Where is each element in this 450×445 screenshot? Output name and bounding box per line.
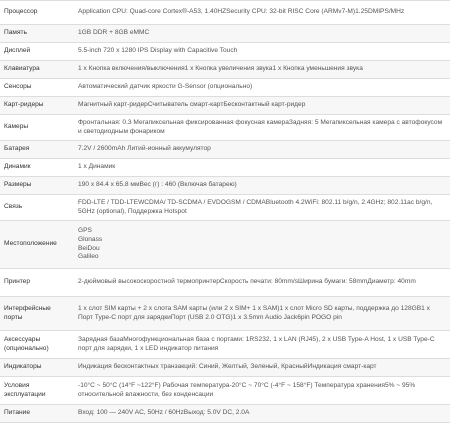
spec-label: Процессор — [0, 1, 74, 25]
spec-label: Батарея — [0, 141, 74, 159]
spec-value: 1 x Динамик — [74, 159, 450, 177]
spec-row — [0, 1, 450, 25]
spec-value: 1GB DDR + 8GB eMMC — [74, 25, 450, 43]
spec-row — [0, 141, 450, 159]
spec-value: 5.5-inch 720 x 1280 IPS Display with Capacitive Touch — [74, 43, 450, 61]
spec-value: Вход: 100 — 240V AC, 50Hz / 60HzВыход: 5.0V DC, 2.0A — [74, 405, 450, 423]
location-item: Glonass — [78, 235, 103, 243]
spec-label: Дисплей — [0, 43, 74, 61]
location-item: Galileo — [78, 253, 99, 261]
spec-label: Динамик — [0, 159, 74, 177]
spec-row — [0, 177, 450, 195]
spec-value: 1 x слот SIM карты + 2 x слота SAM карты (или 2 x SIM+ 1 x SAM)1 x слот Micro SD карты, поддержка до 128GB1 x Порт Type-C порт для зарядкиПорт (USB 2.0 OTG)1 x 3.5mm Audio Jack6pin POGO pin — [74, 297, 450, 331]
spec-value: FDD-LTE / TDD-LTEWCDMA/ TD-SCDMA / EVDOGSM / CDMABluetooth 4.2WiFi: 802.11 b/g/n, 2.4GHz; 802.11ac b/g/n, 5GHz (optional), Поддержка Hotspot — [74, 195, 450, 221]
spec-row — [0, 159, 450, 177]
location-list — [74, 221, 450, 269]
spec-label: Память — [0, 25, 74, 43]
spec-row — [0, 405, 450, 423]
spec-label: Аксессуары (опционально) — [0, 331, 74, 359]
spec-row — [0, 97, 450, 115]
spec-value: Фронтальная: 0.3 Мегапиксельная фиксированная фокусная камераЗадняя: 5 Мегапиксельная камера с автофокусом и светодиодным фонариком — [74, 115, 450, 141]
spec-label: Сенсоры — [0, 79, 74, 97]
spec-row — [0, 79, 450, 97]
spec-label: Интерфейсные порты — [0, 297, 74, 331]
spec-row — [0, 61, 450, 79]
spec-row — [0, 25, 450, 43]
spec-label: Размеры — [0, 177, 74, 195]
spec-value: 1 x Кнопка включения/выключения1 x Кнопка увеличения звука1 x Кнопка уменьшения звука — [74, 61, 450, 79]
spec-value: Зарядная базаМногофункциональная база с портами: 1RS232, 1 x LAN (RJ45), 2 x USB Type-A Host, 1 x USB Type-C порт для зарядки, 1 x LED индикатор питания — [74, 331, 450, 359]
spec-label: Клавиатура — [0, 61, 74, 79]
spec-value: Индикация бесконтактных транзакций: Синий, Желтый, Зеленый, КрасныйИндикация смарт-карт — [74, 359, 450, 377]
spec-label: Индикаторы — [0, 359, 74, 377]
spec-row — [0, 195, 450, 221]
spec-row — [0, 269, 450, 297]
spec-value: 2-дюймовый высокоскоростной термопринтерСкорость печати: 80mm/sШирина бумаги: 58mmДиаметр: 40mm — [74, 269, 450, 297]
spec-label: Местоположение — [0, 221, 74, 269]
spec-row — [0, 331, 450, 359]
spec-value: 190 x 84.4 x 65.8 ммВес (г) : 460 (Включая батарею) — [74, 177, 450, 195]
spec-row — [0, 359, 450, 377]
spec-row — [0, 43, 450, 61]
spec-value: 7.2V / 2600mAh Литий-ионный аккумулятор — [74, 141, 450, 159]
location-item: GPS — [78, 227, 92, 235]
spec-label: Принтер — [0, 269, 74, 297]
spec-label: Связь — [0, 195, 74, 221]
spec-label: Камеры — [0, 115, 74, 141]
spec-row — [0, 377, 450, 405]
spec-label: Условия эксплуатации — [0, 377, 74, 405]
spec-value: Магнитный карт-ридерСчитыватель смарт-картБесконтактный карт-ридер — [74, 97, 450, 115]
spec-value: Автоматический датчик яркости G-Sensor (опционально) — [74, 79, 450, 97]
spec-value: -10°C ~ 50°C (14°F ~122°F) Рабочая температура-20°C ~ 70°C (-4°F ~ 158°F) Температура хранения5% ~ 95% относительной влажности, без конденсации — [74, 377, 450, 405]
location-item: BeiDou — [78, 244, 100, 252]
spec-label: Питание — [0, 405, 74, 423]
spec-row — [0, 297, 450, 331]
spec-row — [0, 221, 450, 269]
spec-row — [0, 115, 450, 141]
spec-value: Application CPU: Quad-core Cortex®-A53, 1.40HZSecurity CPU: 32-bit RISC Core (ARMv7-M)1.25DMIPS/MHz — [74, 1, 450, 25]
spec-label: Карт-ридеры — [0, 97, 74, 115]
